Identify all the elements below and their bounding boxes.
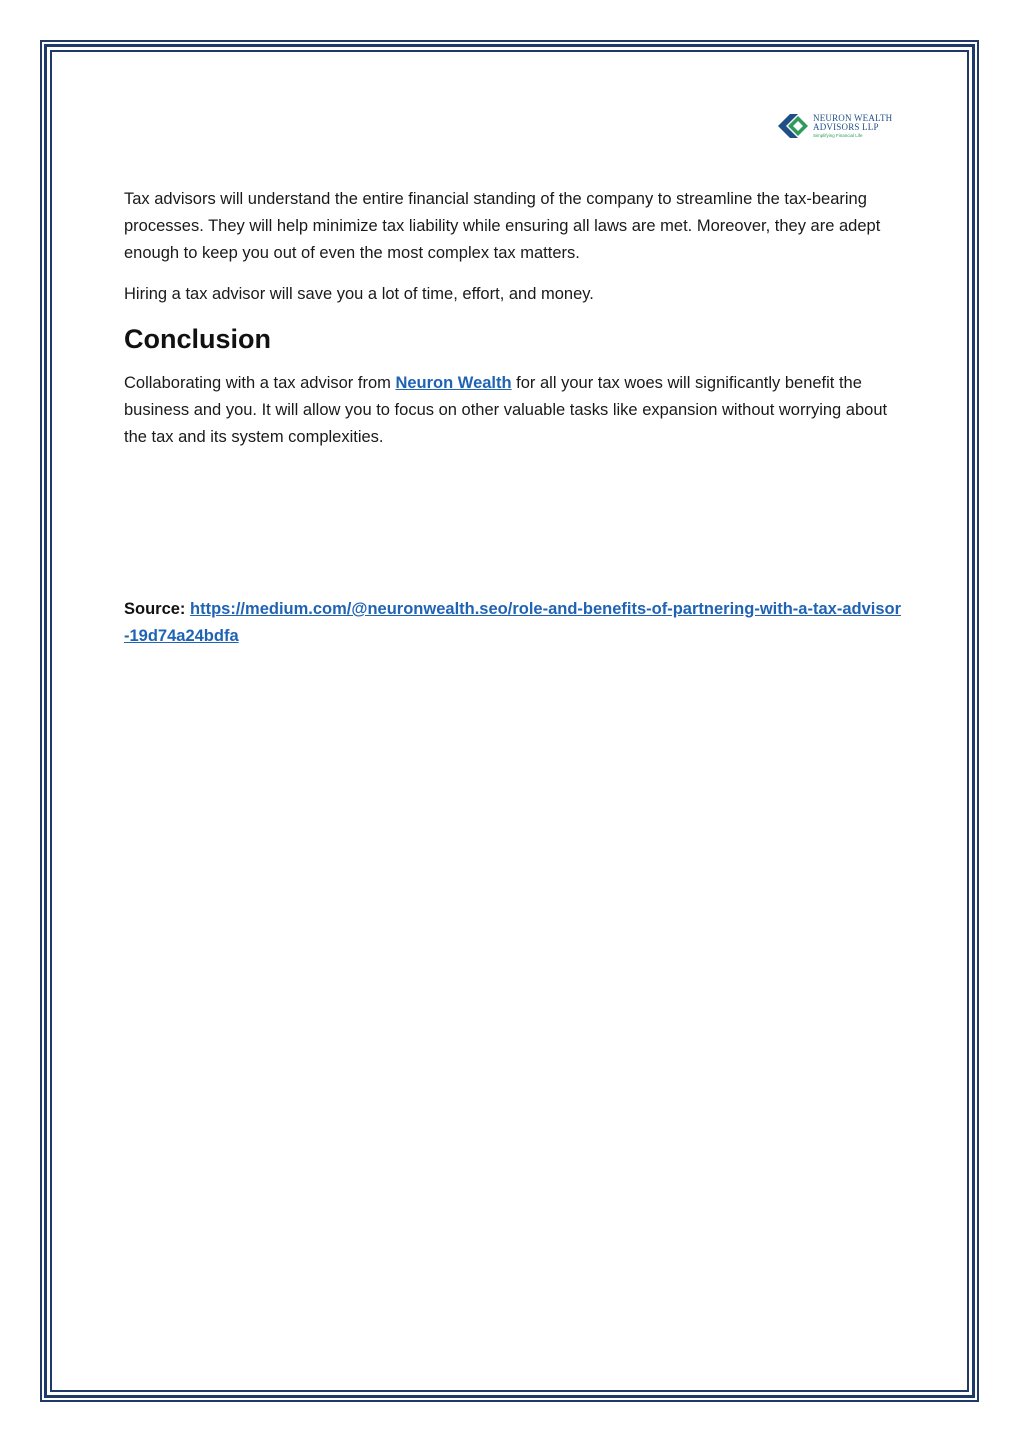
conclusion-heading: Conclusion	[124, 324, 271, 354]
conclusion-text-after: for all your tax woes will significantly benefit the business and you. It will allow you to focus on other valuable tasks like expansion without worrying about the tax and its system complexities.	[124, 374, 888, 446]
source-label: Source:	[124, 600, 191, 618]
conclusion-text-before: Collaborating with a tax advisor from	[124, 374, 396, 392]
neuron-wealth-logo-icon	[776, 111, 810, 141]
neuron-wealth-link[interactable]: Neuron Wealth	[395, 374, 512, 392]
logo-text	[813, 114, 892, 139]
logo-line-1: NEURON WEALTH	[813, 112, 893, 123]
paragraph-hiring: Hiring a tax advisor will save you a lot of time, effort, and money.	[124, 285, 594, 303]
logo-tagline: Simplifying Financial Life	[813, 132, 863, 138]
paragraph-tax-advisors: Tax advisors will understand the entire financial standing of the company to streamline the tax-bearing processes. They will help minimize tax liability while ensuring all laws are met. Moreover, they are adept enough to keep you out of even the most complex tax matters.	[124, 190, 881, 262]
company-logo	[776, 106, 898, 146]
source-url-link[interactable]: https://medium.com/@neuronwealth.seo/role-and-benefits-of-partnering-with-a-tax-advisor-19d74a24bdfa	[124, 600, 902, 645]
paragraph-conclusion	[124, 370, 904, 451]
source-citation	[124, 596, 904, 650]
document-body	[124, 186, 904, 465]
logo-line-2: ADVISORS LLP	[813, 121, 879, 132]
